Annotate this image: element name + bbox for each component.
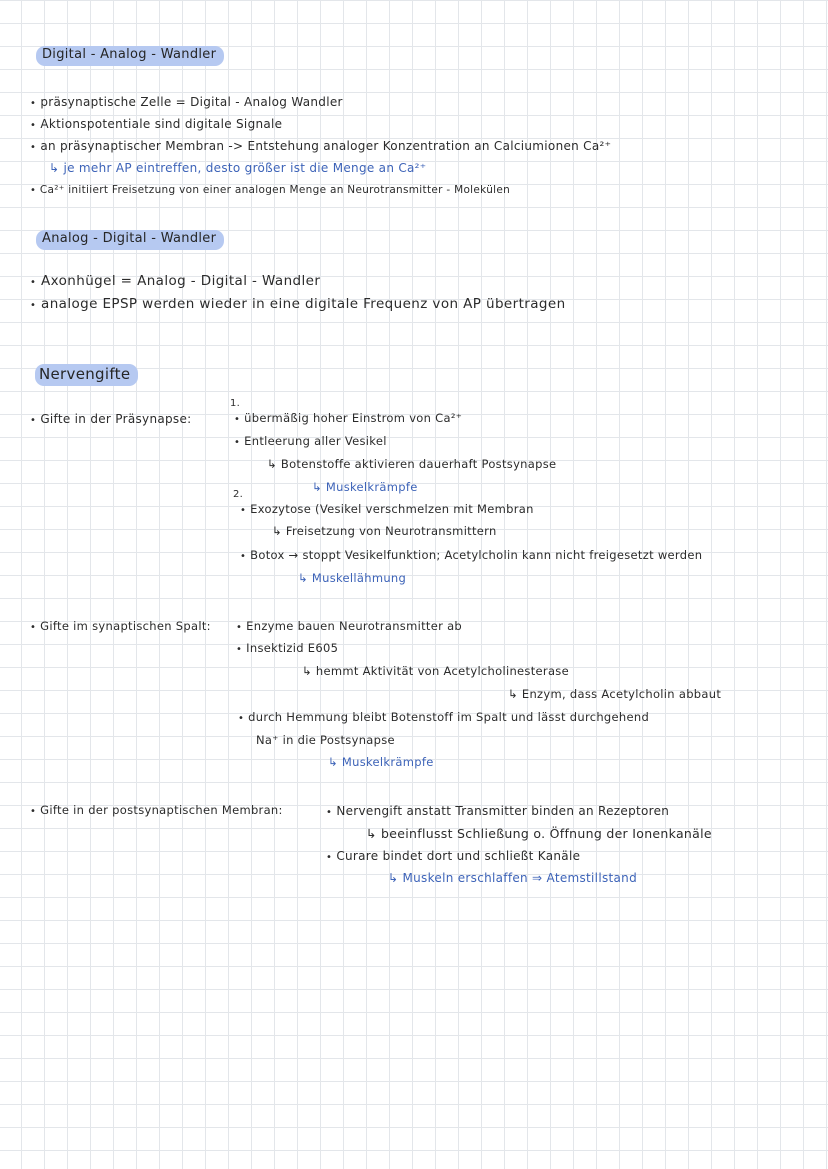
note-line: • Insektizid E605	[236, 641, 339, 655]
section-title-analog-digital: Analog - Digital - Wandler	[36, 230, 224, 250]
list-number: 2.	[233, 489, 244, 500]
note-subline: ↳ Muskeln erschlaffen ⇒ Atemstillstand	[388, 871, 637, 885]
note-subline: ↳ Enzym, dass Acetylcholin abbaut	[508, 687, 722, 701]
note-subline: ↳ Botenstoffe aktivieren dauerhaft Postsynapse	[267, 457, 557, 471]
note-line: • übermäßig hoher Einstrom von Ca²⁺	[234, 411, 463, 425]
note-line: • an präsynaptischer Membran -> Entstehung analoger Konzentration an Calciumionen Ca²⁺	[30, 139, 612, 153]
note-line: • Exozytose (Vesikel verschmelzen mit Membran	[240, 502, 534, 516]
note-subline: ↳ Freisetzung von Neurotransmittern	[272, 524, 497, 538]
note-line: • Nervengift anstatt Transmitter binden an Rezeptoren	[326, 804, 670, 818]
subsection-label-spalt: • Gifte im synaptischen Spalt:	[30, 619, 211, 633]
section-title-digital-analog: Digital - Analog - Wandler	[36, 46, 224, 66]
subsection-label-praesynapse: • Gifte in der Präsynapse:	[30, 412, 192, 426]
note-subline: ↳ beeinflusst Schließung o. Öffnung der Ionenkanäle	[366, 826, 712, 841]
note-line: • Axonhügel = Analog - Digital - Wandler	[30, 273, 321, 289]
list-number: 1.	[230, 398, 241, 409]
note-line: • analoge EPSP werden wieder in eine digitale Frequenz von AP übertragen	[30, 296, 566, 312]
note-line: • Entleerung aller Vesikel	[234, 434, 387, 448]
note-subline: ↳ Muskelkrämpfe	[312, 480, 418, 494]
subsection-label-postsynapse: • Gifte in der postsynaptischen Membran:	[30, 803, 283, 817]
note-line: • Curare bindet dort und schließt Kanäle	[326, 849, 581, 863]
note-line: • Ca²⁺ initiiert Freisetzung von einer analogen Menge an Neurotransmitter - Molekülen	[30, 184, 511, 196]
section-title-nervengifte: Nervengifte	[35, 364, 138, 386]
note-line: • durch Hemmung bleibt Botenstoff im Spalt und lässt durchgehend	[238, 710, 650, 724]
note-subline: ↳ je mehr AP eintreffen, desto größer ist die Menge an Ca²⁺	[49, 161, 427, 175]
note-line: • präsynaptische Zelle = Digital - Analog Wandler	[30, 95, 343, 109]
note-subline: ↳ Muskelkrämpfe	[328, 755, 434, 769]
note-subline: ↳ hemmt Aktivität von Acetylcholinesterase	[302, 664, 569, 678]
note-line: Na⁺ in die Postsynapse	[256, 733, 395, 747]
note-subline: ↳ Muskellähmung	[298, 571, 407, 585]
note-line: • Botox → stoppt Vesikelfunktion; Acetylcholin kann nicht freigesetzt werden	[240, 548, 703, 562]
note-line: • Aktionspotentiale sind digitale Signale	[30, 117, 283, 131]
note-line: • Enzyme bauen Neurotransmitter ab	[236, 619, 463, 633]
